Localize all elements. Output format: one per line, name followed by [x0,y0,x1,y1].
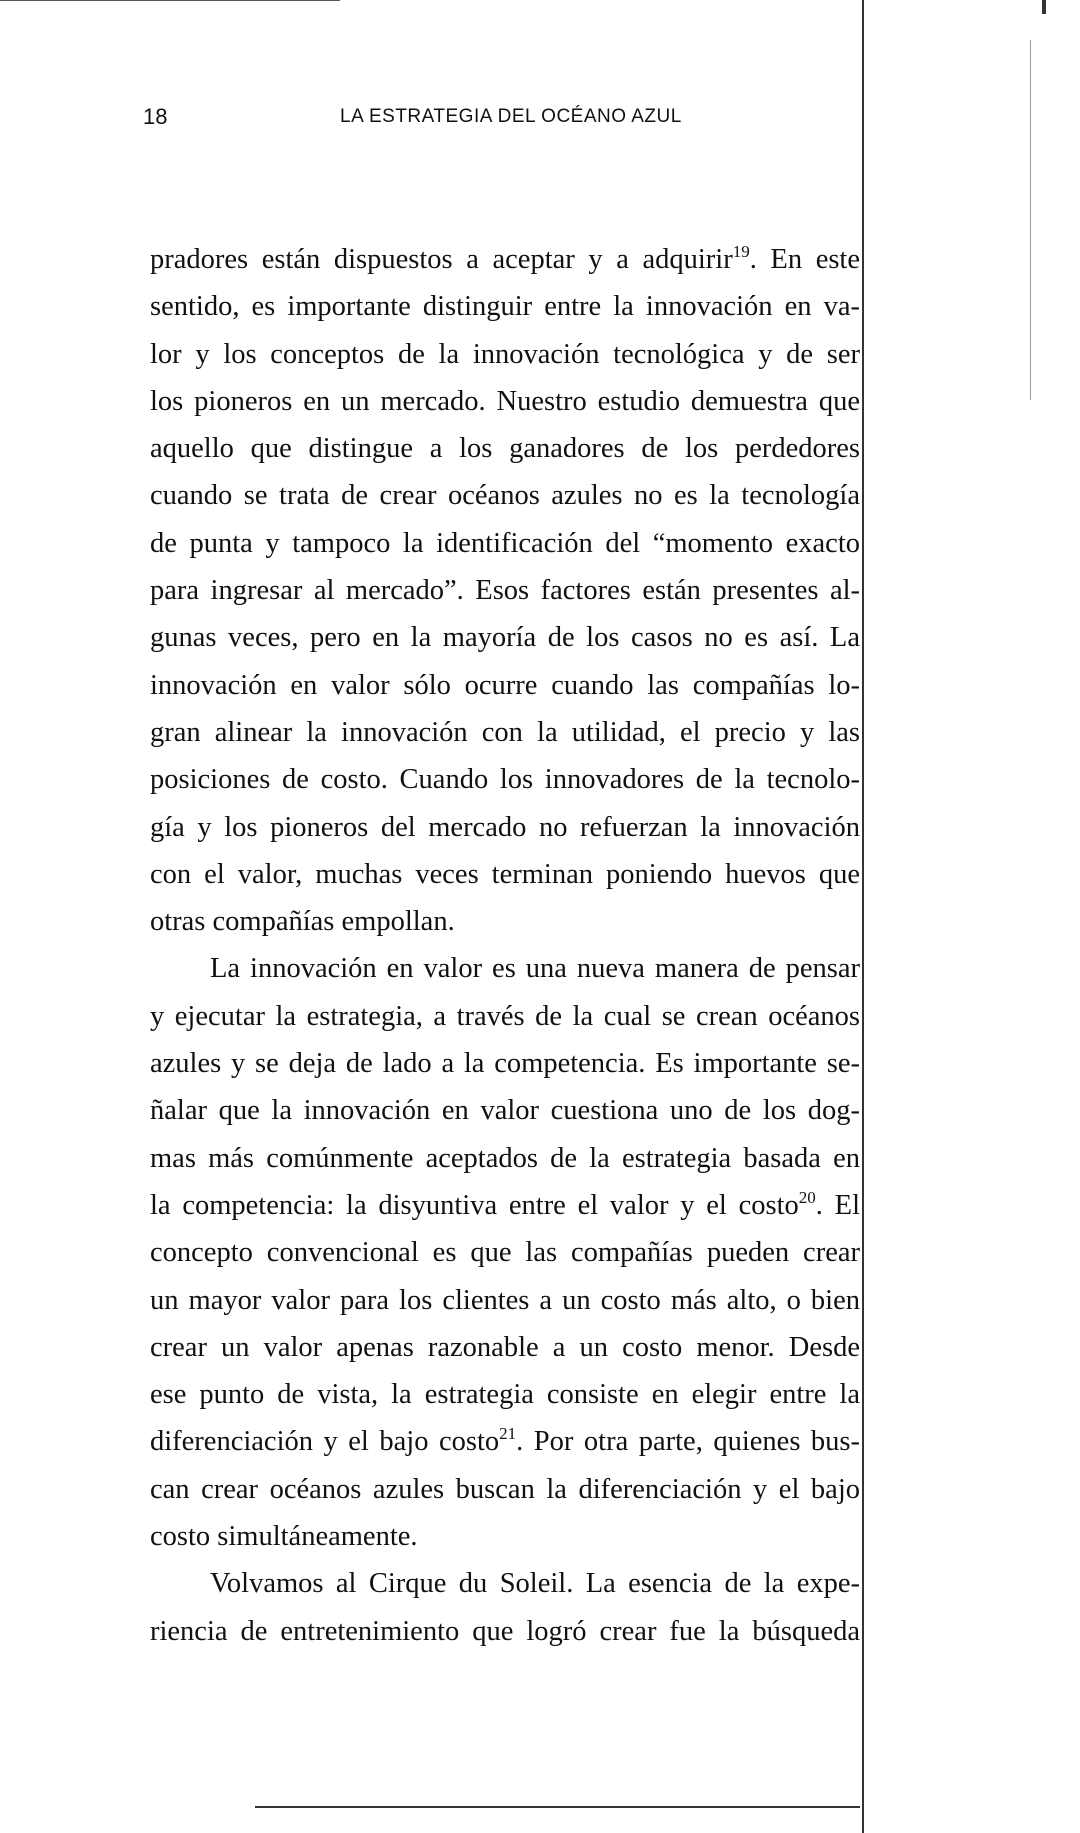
scan-edge-line-right [1030,40,1031,400]
text-segment: gunas veces, pero en la mayoría de los casos no es así. La [150,622,860,654]
text-segment: ñalar que la innovación en valor cuestiona uno de los dog- [150,1095,860,1127]
text-line [150,567,860,614]
text-segment: azules y se deja de lado a la competencia. Es importante se- [150,1048,860,1080]
text-segment: mas más comúnmente aceptados de la estrategia basada en [150,1142,860,1174]
page-number: 18 [143,104,168,129]
text-line [150,1277,860,1324]
text-line [150,1560,860,1607]
text-segment: crear un valor apenas razonable a un costo menor. Desde [150,1331,860,1363]
text-line [150,1087,860,1134]
text-segment: posiciones de costo. Cuando los innovadores de la tecnolo- [150,764,860,796]
text-segment: concepto convencional es que las compañías pueden crear [150,1237,860,1269]
text-line [150,945,860,992]
text-line [150,1513,860,1560]
scan-edge-line [0,0,340,1]
text-line [150,1182,860,1229]
body-text [150,236,860,1655]
text-segment: y ejecutar la estrategia, a través de la cual se crean océanos [150,1000,860,1032]
text-line [150,756,860,803]
text-segment: costo simultáneamente. [150,1521,418,1553]
text-line [150,1135,860,1182]
text-segment: los pioneros en un mercado. Nuestro estudio demuestra que [150,385,860,417]
text-segment: pradores están dispuestos a aceptar y a adquirir [150,244,733,275]
text-segment: diferenciación y el bajo costo [150,1426,500,1458]
text-line [150,993,860,1040]
text-line [150,1371,860,1418]
text-line [150,1324,860,1371]
text-segment: de punta y tampoco la identificación del “momento exacto [150,527,860,559]
text-line [150,614,860,661]
text-line [150,1040,860,1087]
text-segment: otras compañías empollan. [150,906,455,938]
text-segment: gran alinear la innovación con la utilidad, el precio y las [150,716,860,748]
text-segment: Volvamos al Cirque du Soleil. La esencia de la expe- [210,1568,860,1600]
text-segment: con el valor, muchas veces terminan poniendo huevos que [150,858,860,890]
text-line [150,662,860,709]
text-segment: . En este [749,244,861,275]
text-segment: . El [815,1189,861,1221]
text-segment: un mayor valor para los clientes a un costo más alto, o bien [150,1284,860,1316]
footnote-ref: 20 [798,1187,816,1207]
text-segment: ese punto de vista, la estrategia consiste en elegir entre la [150,1379,860,1411]
text-line [150,472,860,519]
text-segment: cuando se trata de crear océanos azules no es la tecnología [150,480,860,512]
text-line [150,851,860,898]
text-segment: para ingresar al mercado”. Esos factores están presentes al- [150,575,860,607]
text-segment: can crear océanos azules buscan la diferenciación y el bajo [150,1473,860,1505]
text-line [150,709,860,756]
running-title: LA ESTRATEGIA DEL OCÉANO AZUL [340,106,682,127]
text-segment: . Por otra parte, quienes bus- [516,1426,861,1458]
page-edge-line [862,0,864,1833]
text-segment: riencia de entretenimiento que logró crear fue la búsqueda [150,1615,860,1647]
text-line [150,331,860,378]
text-line [150,1229,860,1276]
text-line [150,1608,860,1655]
text-line [150,804,860,851]
text-line [150,236,860,283]
text-segment: la competencia: la disyuntiva entre el valor y el costo [150,1189,799,1221]
text-segment: innovación en valor sólo ocurre cuando las compañías lo- [150,669,860,701]
page-bottom-line [255,1806,860,1808]
text-line [150,1466,860,1513]
text-line [150,520,860,567]
text-line [150,378,860,425]
text-line [150,425,860,472]
text-segment: gía y los pioneros del mercado no refuerzan la innovación [150,811,860,843]
text-line [150,1418,860,1465]
scan-mark [1042,0,1046,14]
text-segment: sentido, es importante distinguir entre la innovación en va- [150,291,860,323]
text-segment: aquello que distingue a los ganadores de los perdedores [150,433,860,465]
text-segment: lor y los conceptos de la innovación tecnológica y de ser [150,338,860,370]
text-segment: La innovación en valor es una nueva manera de pensar [210,953,860,985]
text-line [150,283,860,330]
footnote-ref: 19 [732,242,750,261]
text-line [150,898,860,945]
footnote-ref: 21 [499,1424,517,1444]
